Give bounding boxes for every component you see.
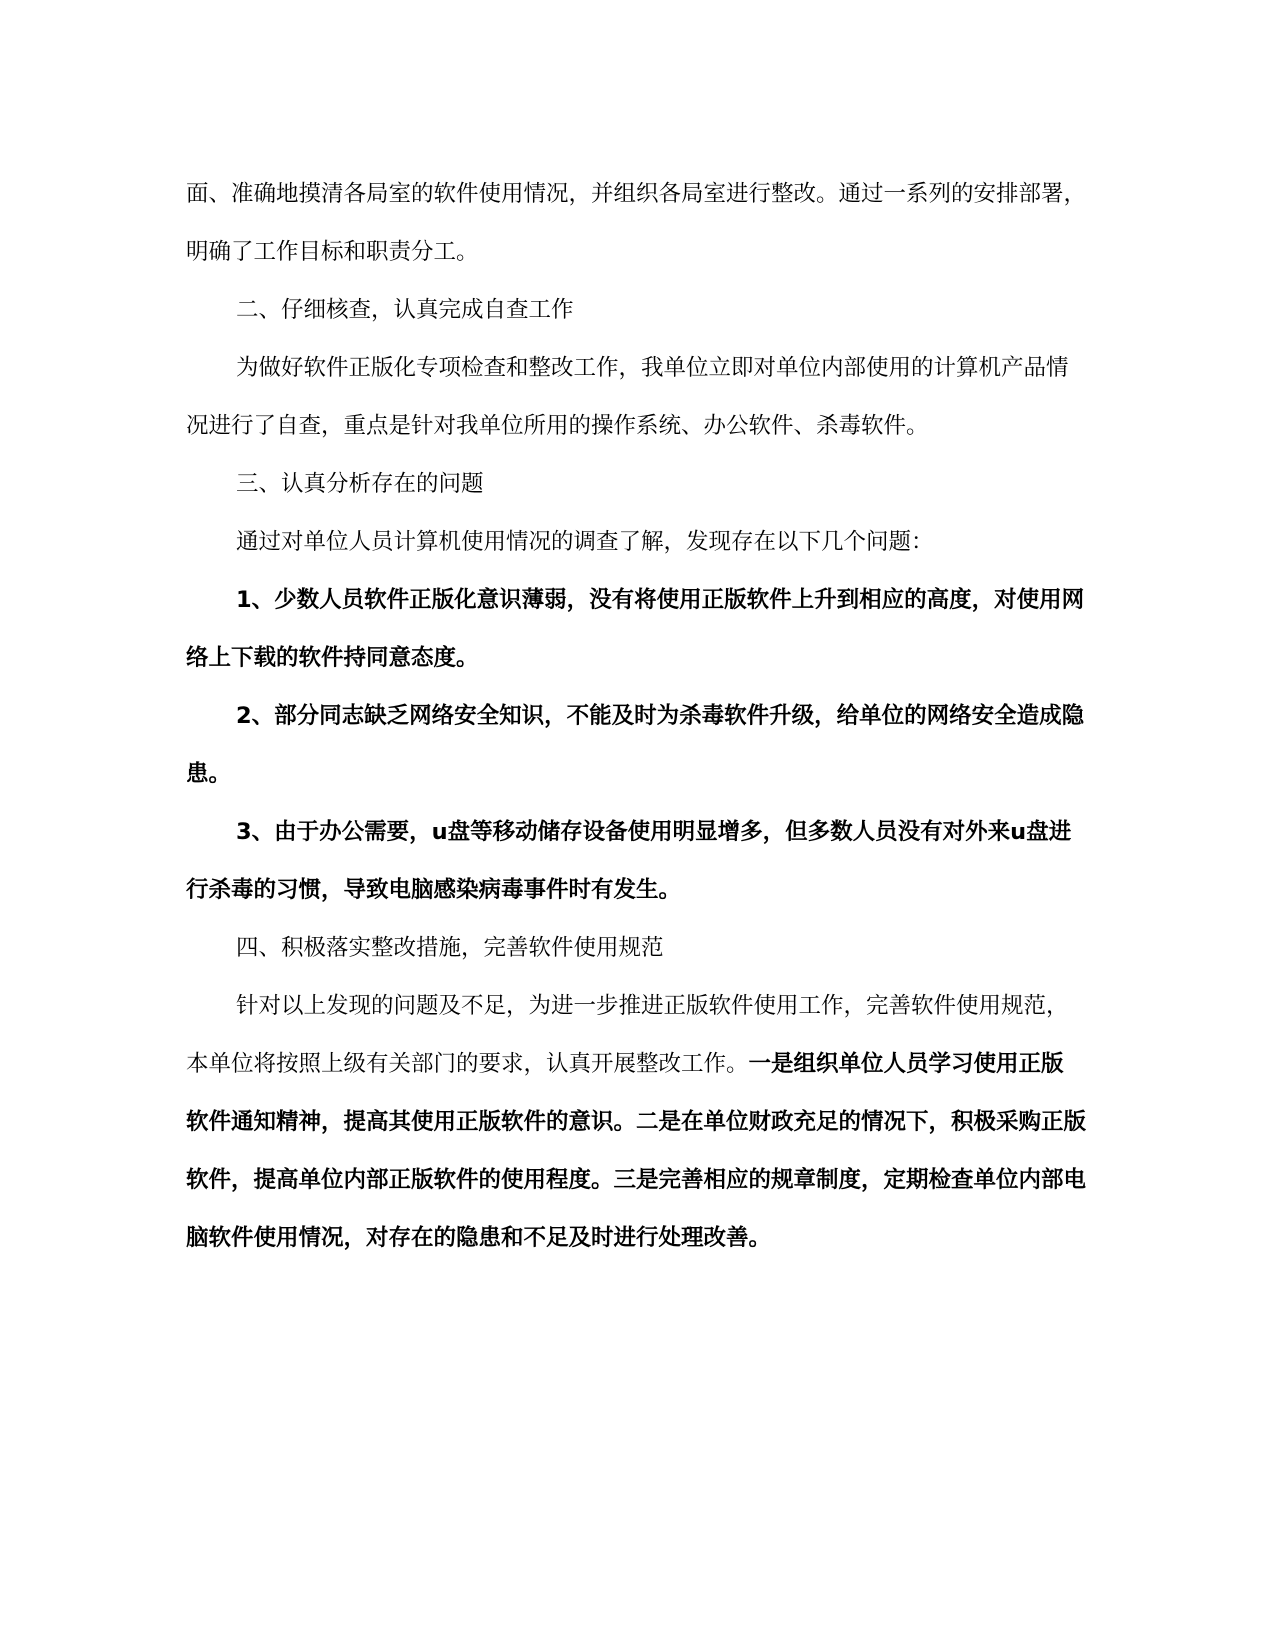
problem-item-2: 2、部分同志缺乏网络安全知识，不能及时为杀毒软件升级，给单位的网络安全造成隐患。 — [186, 703, 1085, 787]
paragraph-rectification — [186, 977, 1086, 1267]
problem-item-1: 1、少数人员软件正版化意识薄弱，没有将使用正版软件上升到相应的高度，对使用网络上下载的软件持同意态度。 — [186, 587, 1085, 671]
paragraph-problems-intro: 通过对单位人员计算机使用情况的调查了解，发现存在以下几个问题： — [236, 529, 934, 555]
document-body — [186, 165, 1086, 1267]
paragraph-self-check: 为做好软件正版化专项检查和整改工作，我单位立即对单位内部使用的计算机产品情况进行了自查，重点是针对我单位所用的操作系统、办公软件、杀毒软件。 — [186, 355, 1069, 439]
paragraph-deployment: 面、准确地摸清各局室的软件使用情况，并组织各局室进行整改。通过一系列的安排部署，明确了工作目标和职责分工。 — [186, 181, 1087, 265]
rectification-lead: 针对以上发现的问题及不足，为进一步推进正版软件使用工作，完善软件使用规范，本单位将按照上级有关部门的要求，认真开展整改工作。 — [186, 993, 1069, 1077]
rectification-measures: 一是组织单位人员学习使用正版软件通知精神，提高其使用正版软件的意识。二是在单位财政充足的情况下，积极采购正版软件，提高单位内部正版软件的使用程度。三是完善相应的规章制度，定期检查单位内部电脑软件使用情况，对存在的隐患和不足及时进行处理改善。 — [186, 1051, 1087, 1251]
section-heading-2: 二、仔细核查，认真完成自查工作 — [236, 297, 574, 323]
section-heading-3: 三、认真分析存在的问题 — [236, 471, 484, 497]
problem-item-3: 3、由于办公需要，u盘等移动储存设备使用明显增多，但多数人员没有对外来u盘进行杀毒的习惯，导致电脑感染病毒事件时有发生。 — [186, 819, 1072, 903]
section-heading-4: 四、积极落实整改措施，完善软件使用规范 — [236, 935, 664, 961]
